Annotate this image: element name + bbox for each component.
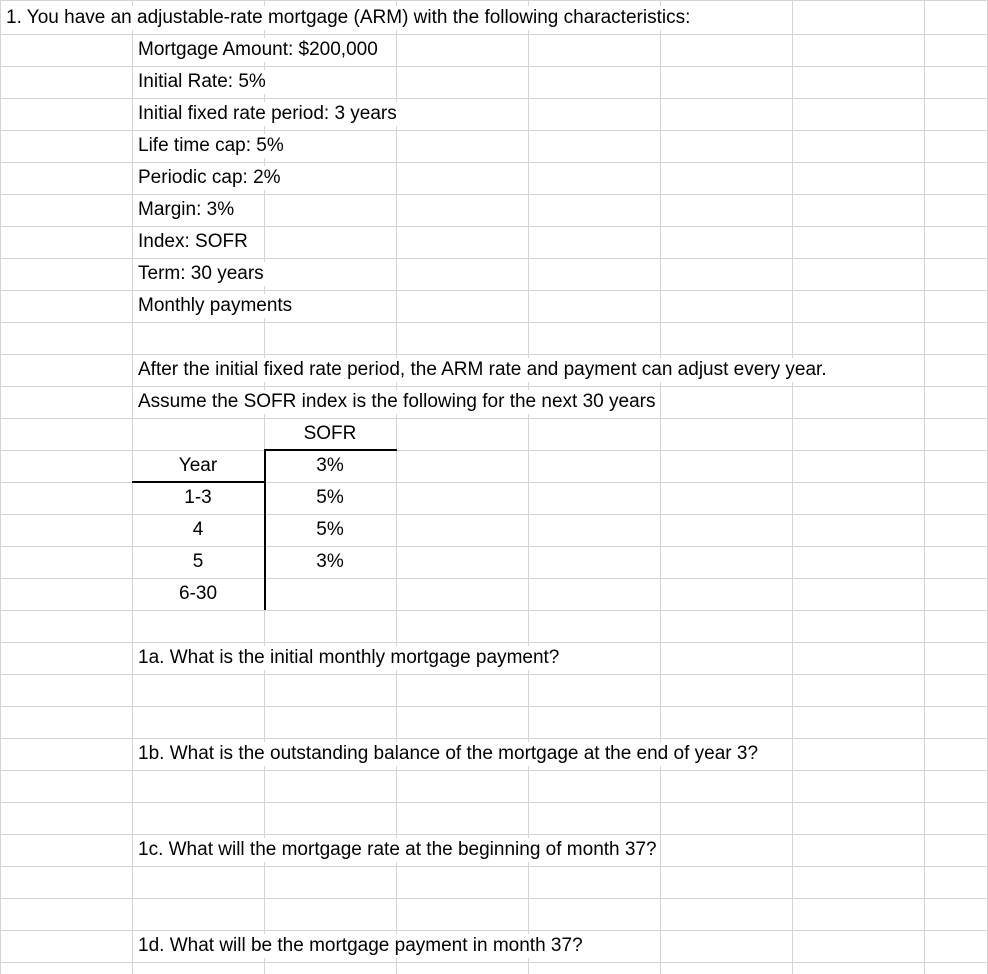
year-value[interactable]: 4 — [192, 519, 204, 540]
row-border — [0, 0, 988, 1]
question-1a[interactable]: 1a. What is the initial monthly mortgage payment? — [138, 647, 560, 668]
row-border — [0, 162, 988, 163]
row-border — [0, 418, 988, 419]
year-value[interactable]: 5 — [192, 551, 204, 572]
row-border — [0, 290, 988, 291]
row-border — [0, 866, 988, 867]
row-border — [0, 834, 988, 835]
question-1c[interactable]: 1c. What will the mortgage rate at the beginning of month 37? — [138, 839, 657, 860]
question-1b[interactable]: 1b. What is the outstanding balance of the mortgage at the end of year 3? — [138, 743, 759, 764]
row-border — [0, 898, 988, 899]
sofr-column-header[interactable]: SOFR — [303, 423, 357, 444]
row-border — [0, 962, 988, 963]
year-header-border — [132, 481, 265, 483]
row-border — [0, 450, 988, 451]
row-border — [0, 642, 988, 643]
year-value[interactable]: 1-3 — [184, 487, 212, 508]
row-border — [0, 770, 988, 771]
row-border — [0, 738, 988, 739]
sofr-header-border — [264, 449, 397, 451]
sofr-value[interactable]: 3% — [316, 551, 344, 572]
sofr-value[interactable]: 5% — [316, 487, 344, 508]
sofr-value[interactable]: 5% — [316, 519, 344, 540]
row-border — [0, 322, 988, 323]
characteristic-periodic-cap[interactable]: Periodic cap: 2% — [138, 167, 281, 188]
characteristic-initial-rate[interactable]: Initial Rate: 5% — [138, 71, 266, 92]
row-border — [0, 930, 988, 931]
row-border — [0, 258, 988, 259]
characteristic-margin[interactable]: Margin: 3% — [138, 199, 235, 220]
row-border — [0, 98, 988, 99]
question-1d[interactable]: 1d. What will be the mortgage payment in month 37? — [138, 935, 583, 956]
row-border — [0, 386, 988, 387]
year-column-header[interactable]: Year — [178, 455, 218, 476]
characteristic-fixed-period[interactable]: Initial fixed rate period: 3 years — [138, 103, 397, 124]
row-border — [0, 546, 988, 547]
row-border — [0, 194, 988, 195]
column-border — [924, 0, 925, 974]
row-border — [0, 514, 988, 515]
sofr-value[interactable]: 3% — [316, 455, 344, 476]
adjustment-note[interactable]: After the initial fixed rate period, the ARM rate and payment can adjust every year. — [138, 359, 827, 380]
year-column-right-border — [264, 449, 266, 610]
year-value[interactable]: 6-30 — [178, 583, 218, 604]
characteristic-term[interactable]: Term: 30 years — [138, 263, 264, 284]
row-border — [0, 578, 988, 579]
column-border — [0, 0, 1, 974]
row-border — [0, 674, 988, 675]
row-border — [0, 130, 988, 131]
row-border — [0, 610, 988, 611]
row-border — [0, 706, 988, 707]
row-border — [0, 802, 988, 803]
sofr-assumption-note[interactable]: Assume the SOFR index is the following for the next 30 years — [138, 391, 656, 412]
column-border — [792, 0, 793, 974]
problem-heading[interactable]: 1. You have an adjustable-rate mortgage (ARM) with the following characteristics: — [6, 7, 691, 28]
characteristic-index[interactable]: Index: SOFR — [138, 231, 248, 252]
column-border — [660, 0, 661, 974]
row-border — [0, 226, 988, 227]
characteristic-lifetime-cap[interactable]: Life time cap: 5% — [138, 135, 284, 156]
column-border — [528, 0, 529, 974]
row-border — [0, 66, 988, 67]
characteristic-mortgage-amount[interactable]: Mortgage Amount: $200,000 — [138, 39, 378, 60]
row-border — [0, 354, 988, 355]
characteristic-payments[interactable]: Monthly payments — [138, 295, 293, 316]
row-border — [0, 34, 988, 35]
